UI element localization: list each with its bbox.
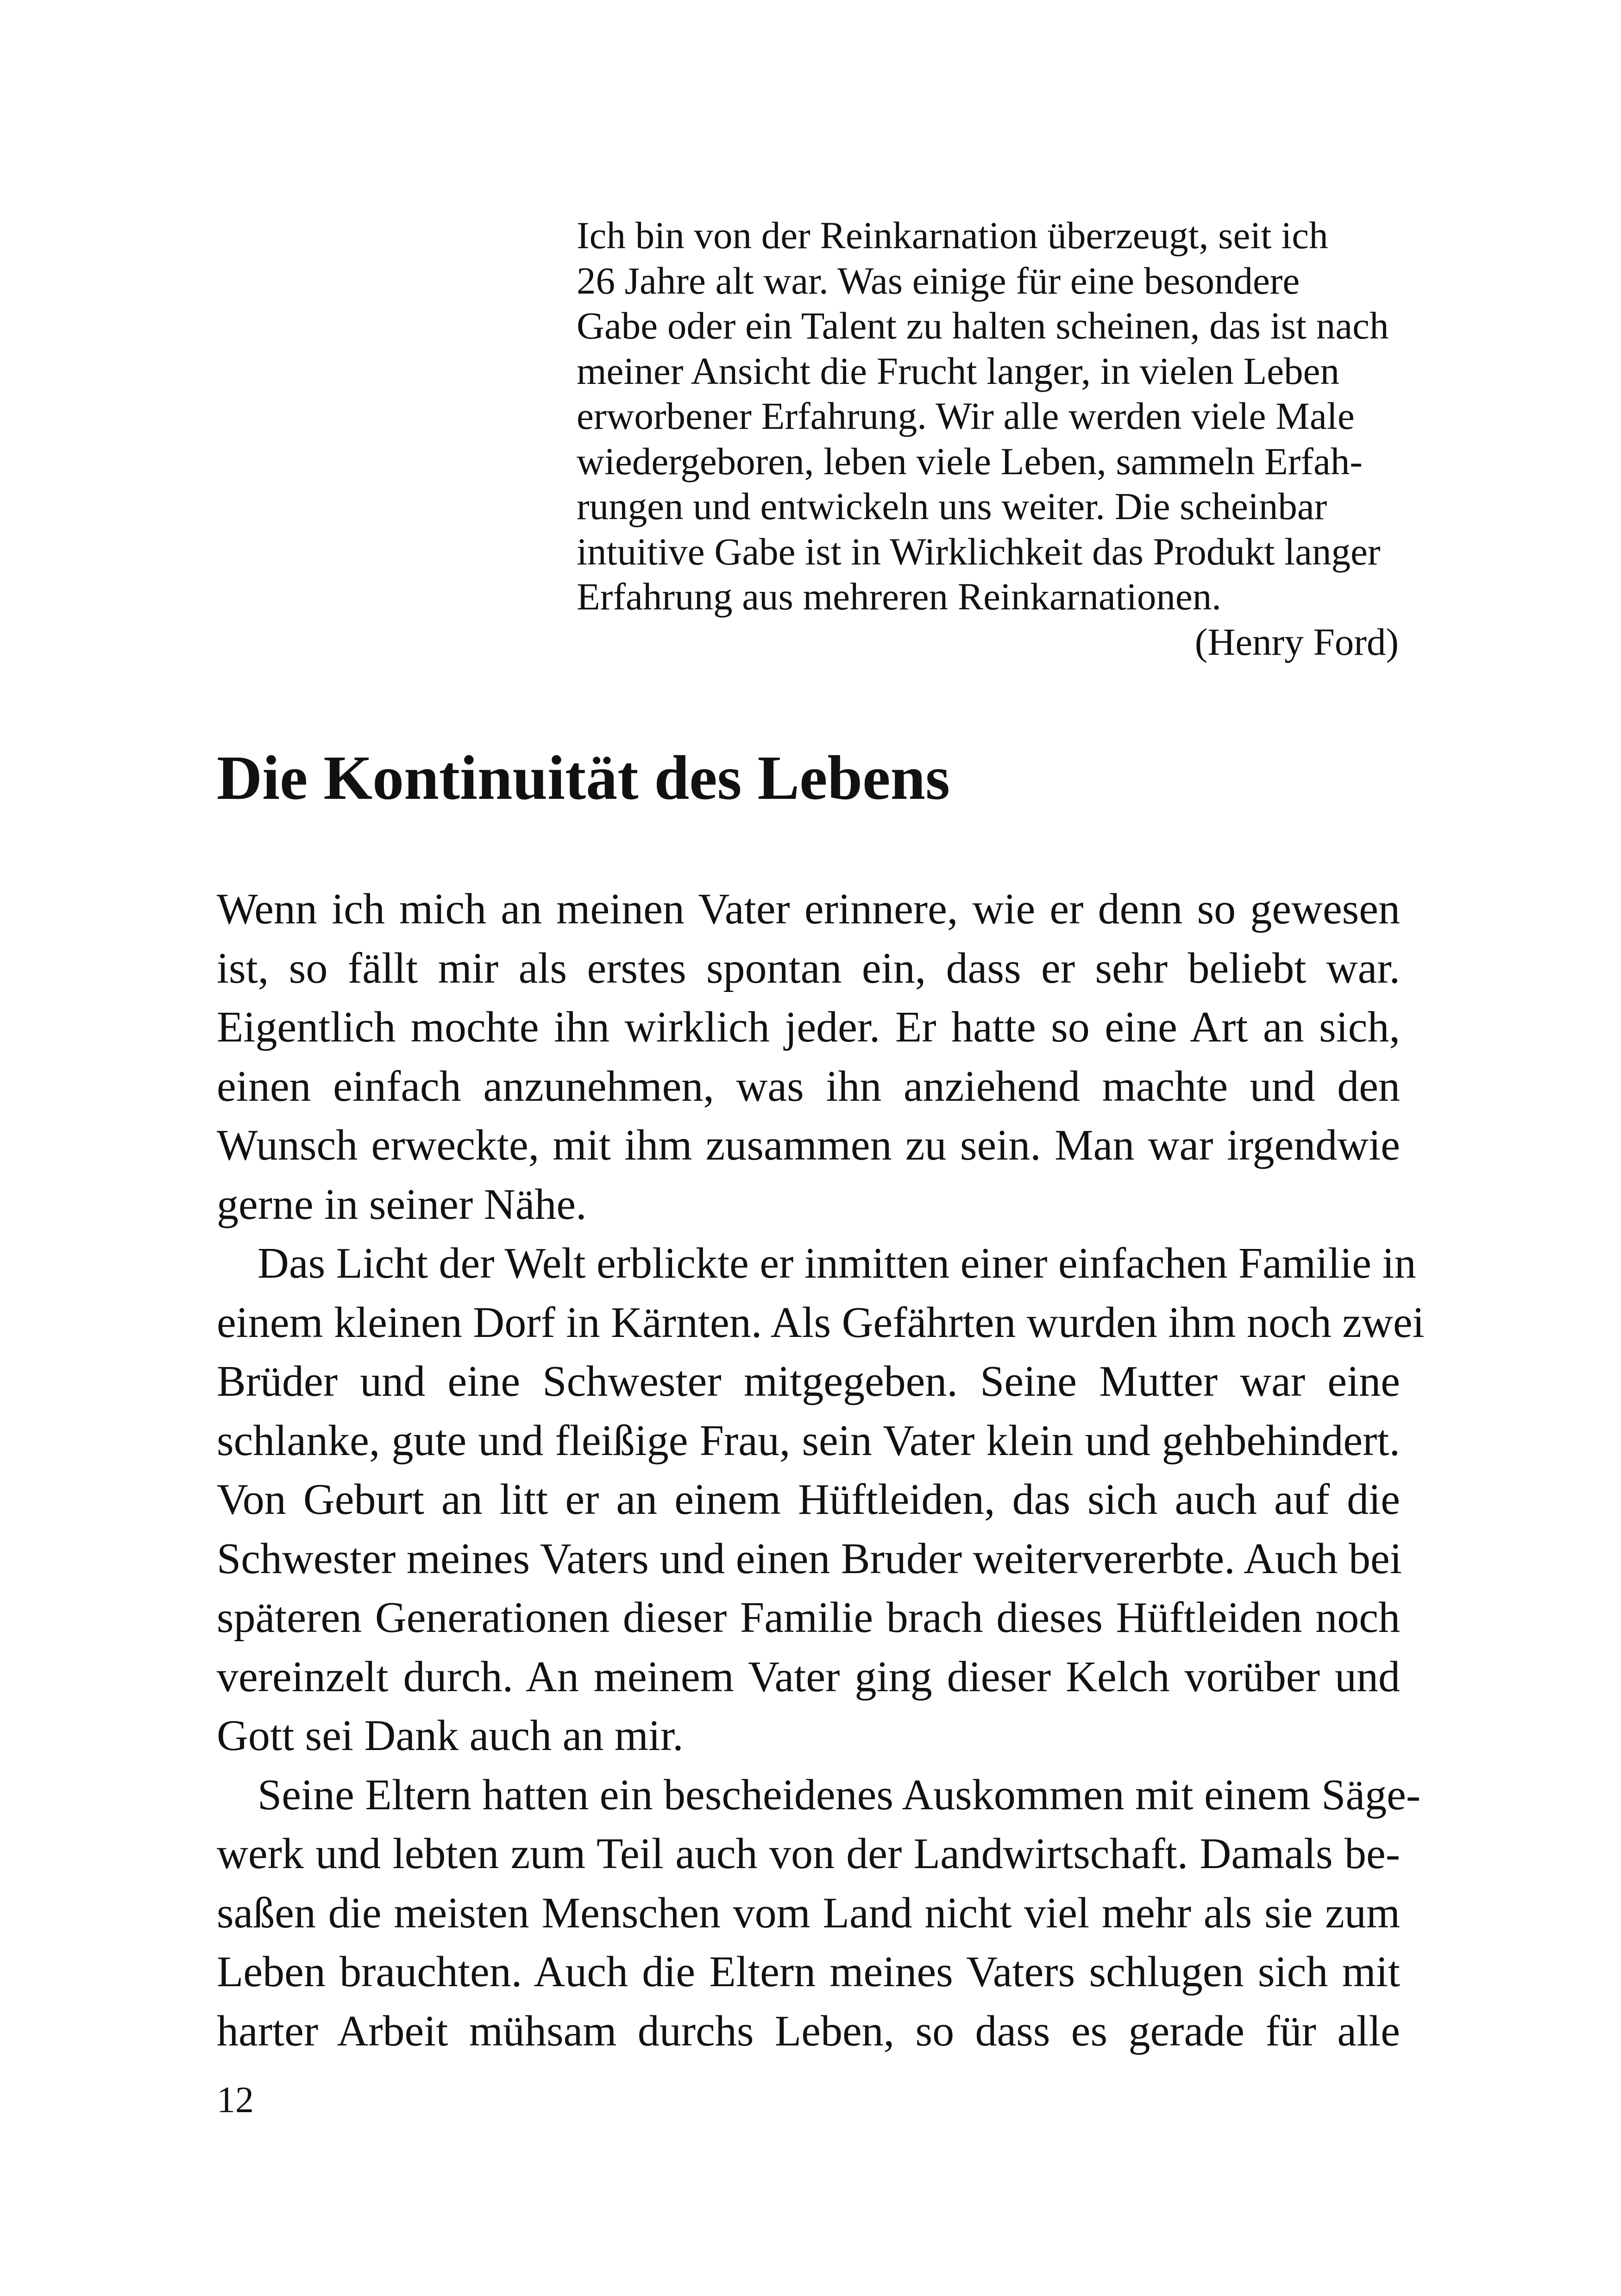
epigraph-author: (Henry Ford) <box>1194 620 1399 663</box>
body-line: ist, so fällt mir als erstes spontan ein, dass er sehr beliebt war. <box>217 944 1400 992</box>
epigraph-line: Ich bin von der Reinkarnation überzeugt, seit ich <box>577 214 1328 257</box>
epigraph-line: 26 Jahre alt war. Was einige für eine besondere <box>577 259 1300 302</box>
epigraph-line: erworbener Erfahrung. Wir alle werden viele Male <box>577 395 1355 437</box>
epigraph-line: Erfahrung aus mehreren Reinkarnationen. <box>577 575 1221 618</box>
body-line: Leben brauchten. Auch die Eltern meines Vaters schlugen sich mit <box>217 1948 1400 1996</box>
body-line: späteren Generationen dieser Familie brach dieses Hüftleiden noch <box>217 1593 1400 1642</box>
body-line: Eigentlich mochte ihn wirklich jeder. Er hatte so eine Art an sich, <box>217 1003 1400 1051</box>
epigraph-line: meiner Ansicht die Frucht langer, in vielen Leben <box>577 349 1339 392</box>
body-line: Wunsch erweckte, mit ihm zusammen zu sein. Man war irgendwie <box>217 1121 1400 1169</box>
body-line: Gott sei Dank auch an mir. <box>217 1712 684 1760</box>
body-line: Seine Eltern hatten ein bescheidenes Auskommen mit einem Säge- <box>258 1770 1421 1819</box>
epigraph-line: wiedergeboren, leben viele Leben, sammeln Erfah- <box>577 439 1363 483</box>
chapter-title: Die Kontinuität des Lebens <box>217 743 950 813</box>
epigraph-quote <box>577 213 1399 665</box>
body-line: Brüder und eine Schwester mitgegeben. Seine Mutter war eine <box>217 1357 1400 1405</box>
body-line: harter Arbeit mühsam durchs Leben, so dass es gerade für alle <box>217 2007 1400 2055</box>
body-line: Schwester meines Vaters und einen Bruder weitervererbte. Auch bei <box>217 1534 1402 1583</box>
body-line: Von Geburt an litt er an einem Hüftleiden, das sich auch auf die <box>217 1475 1400 1524</box>
body-line: einen einfach anzunehmen, was ihn anziehend machte und den <box>217 1062 1400 1110</box>
epigraph-line: intuitive Gabe ist in Wirklichkeit das Produkt langer <box>577 530 1381 573</box>
epigraph-line: rungen und entwickeln uns weiter. Die scheinbar <box>577 485 1327 527</box>
body-line: einem kleinen Dorf in Kärnten. Als Gefährten wurden ihm noch zwei <box>217 1298 1425 1347</box>
body-line: saßen die meisten Menschen vom Land nicht viel mehr als sie zum <box>217 1888 1400 1937</box>
body-line: schlanke, gute und fleißige Frau, sein Vater klein und gehbehindert. <box>217 1416 1400 1465</box>
body-text <box>217 880 1425 2061</box>
epigraph-line: Gabe oder ein Talent zu halten scheinen, das ist nach <box>577 304 1389 347</box>
body-line: werk und lebten zum Teil auch von der Landwirtschaft. Damals be- <box>217 1830 1400 1878</box>
body-line: Wenn ich mich an meinen Vater erinnere, wie er denn so gewesen <box>217 885 1400 933</box>
page-number: 12 <box>217 2080 254 2120</box>
body-line: Das Licht der Welt erblickte er inmitten einer einfachen Familie in <box>258 1239 1416 1287</box>
body-line: vereinzelt durch. An meinem Vater ging dieser Kelch vorüber und <box>217 1652 1400 1701</box>
body-line: gerne in seiner Nähe. <box>217 1180 587 1229</box>
